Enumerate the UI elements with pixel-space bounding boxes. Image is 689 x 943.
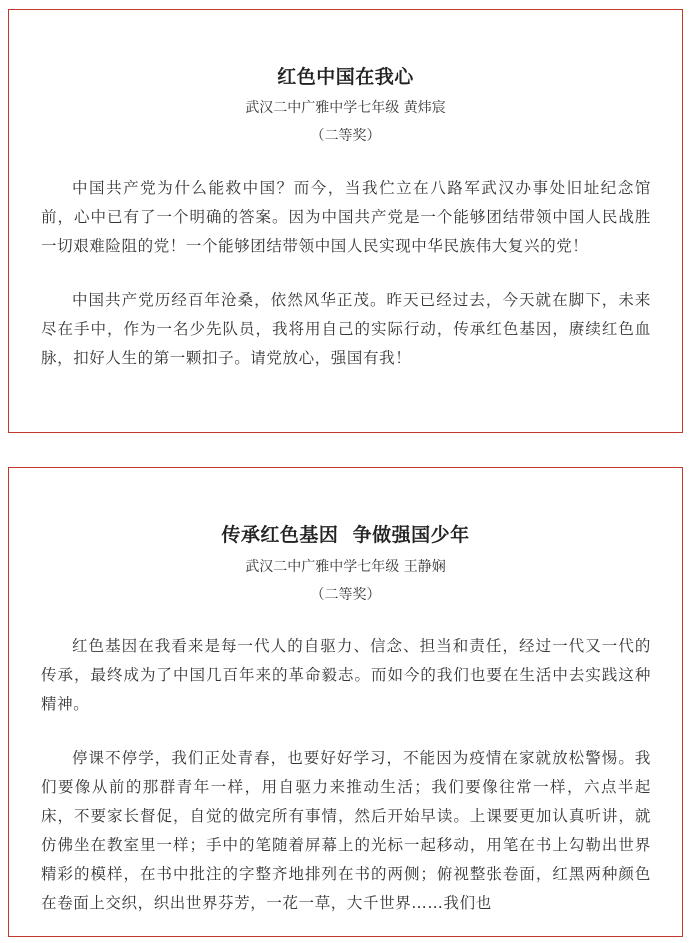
article-title: 传承红色基因 争做强国少年: [221, 524, 470, 546]
article-title: 红色中国在我心: [277, 66, 414, 88]
paragraph: 中国共产党历经百年沧桑，依然风华正茂。昨天已经过去，今天就在脚下，未来尽在手中，作为一名少先队员，我将用自己的实际行动，传承红色基因，赓续红色血脉，扣好人生的第一颗扣子。请党放心，强国有我！: [41, 291, 651, 367]
award-label: （二等奖）: [310, 587, 381, 603]
paragraph: 停课不停学，我们正处青春，也要好好学习，不能因为疫情在家就放松警惕。我们要像从前的那群青年一样，用自驱力来推动生活；我们要像往常一样，六点半起床，不要家长督促，自觉的做完所有事情，然后开始早读。上课要更加认真听讲，就仿佛坐在教室里一样；手中的笔随着屏幕上的光标一起移动，用笔在书上勾勒出世界精彩的模样，在书中批注的字整齐地排列在书的两侧；俯视整张卷面，红黑两种颜色在卷面上交织，织出世界芬芳，一花一草，大千世界……我们也: [41, 749, 651, 912]
article-card: [8, 9, 683, 433]
article-body: [41, 632, 651, 943]
paragraph: 中国共产党为什么能救中国？而今，当我伫立在八路军武汉办事处旧址纪念馆前，心中已有了一个明确的答案。因为中国共产党是一个能够团结带领中国人民战胜一切艰难险阻的党！一个能够团结带领中国人民实现中华民族伟大复兴的党！: [41, 179, 651, 255]
article-card: [8, 467, 683, 937]
article-body: [41, 174, 651, 398]
author-line: 武汉二中广雅中学七年级 黄炜宸: [245, 100, 446, 116]
paragraph: 红色基因在我看来是每一代人的自驱力、信念、担当和责任，经过一代又一代的传承，最终成为了中国几百年来的革命毅志。而如今的我们也要在生活中去实践这种精神。: [41, 637, 651, 713]
award-label: （二等奖）: [310, 128, 381, 144]
author-line: 武汉二中广雅中学七年级 王静娴: [245, 559, 446, 575]
